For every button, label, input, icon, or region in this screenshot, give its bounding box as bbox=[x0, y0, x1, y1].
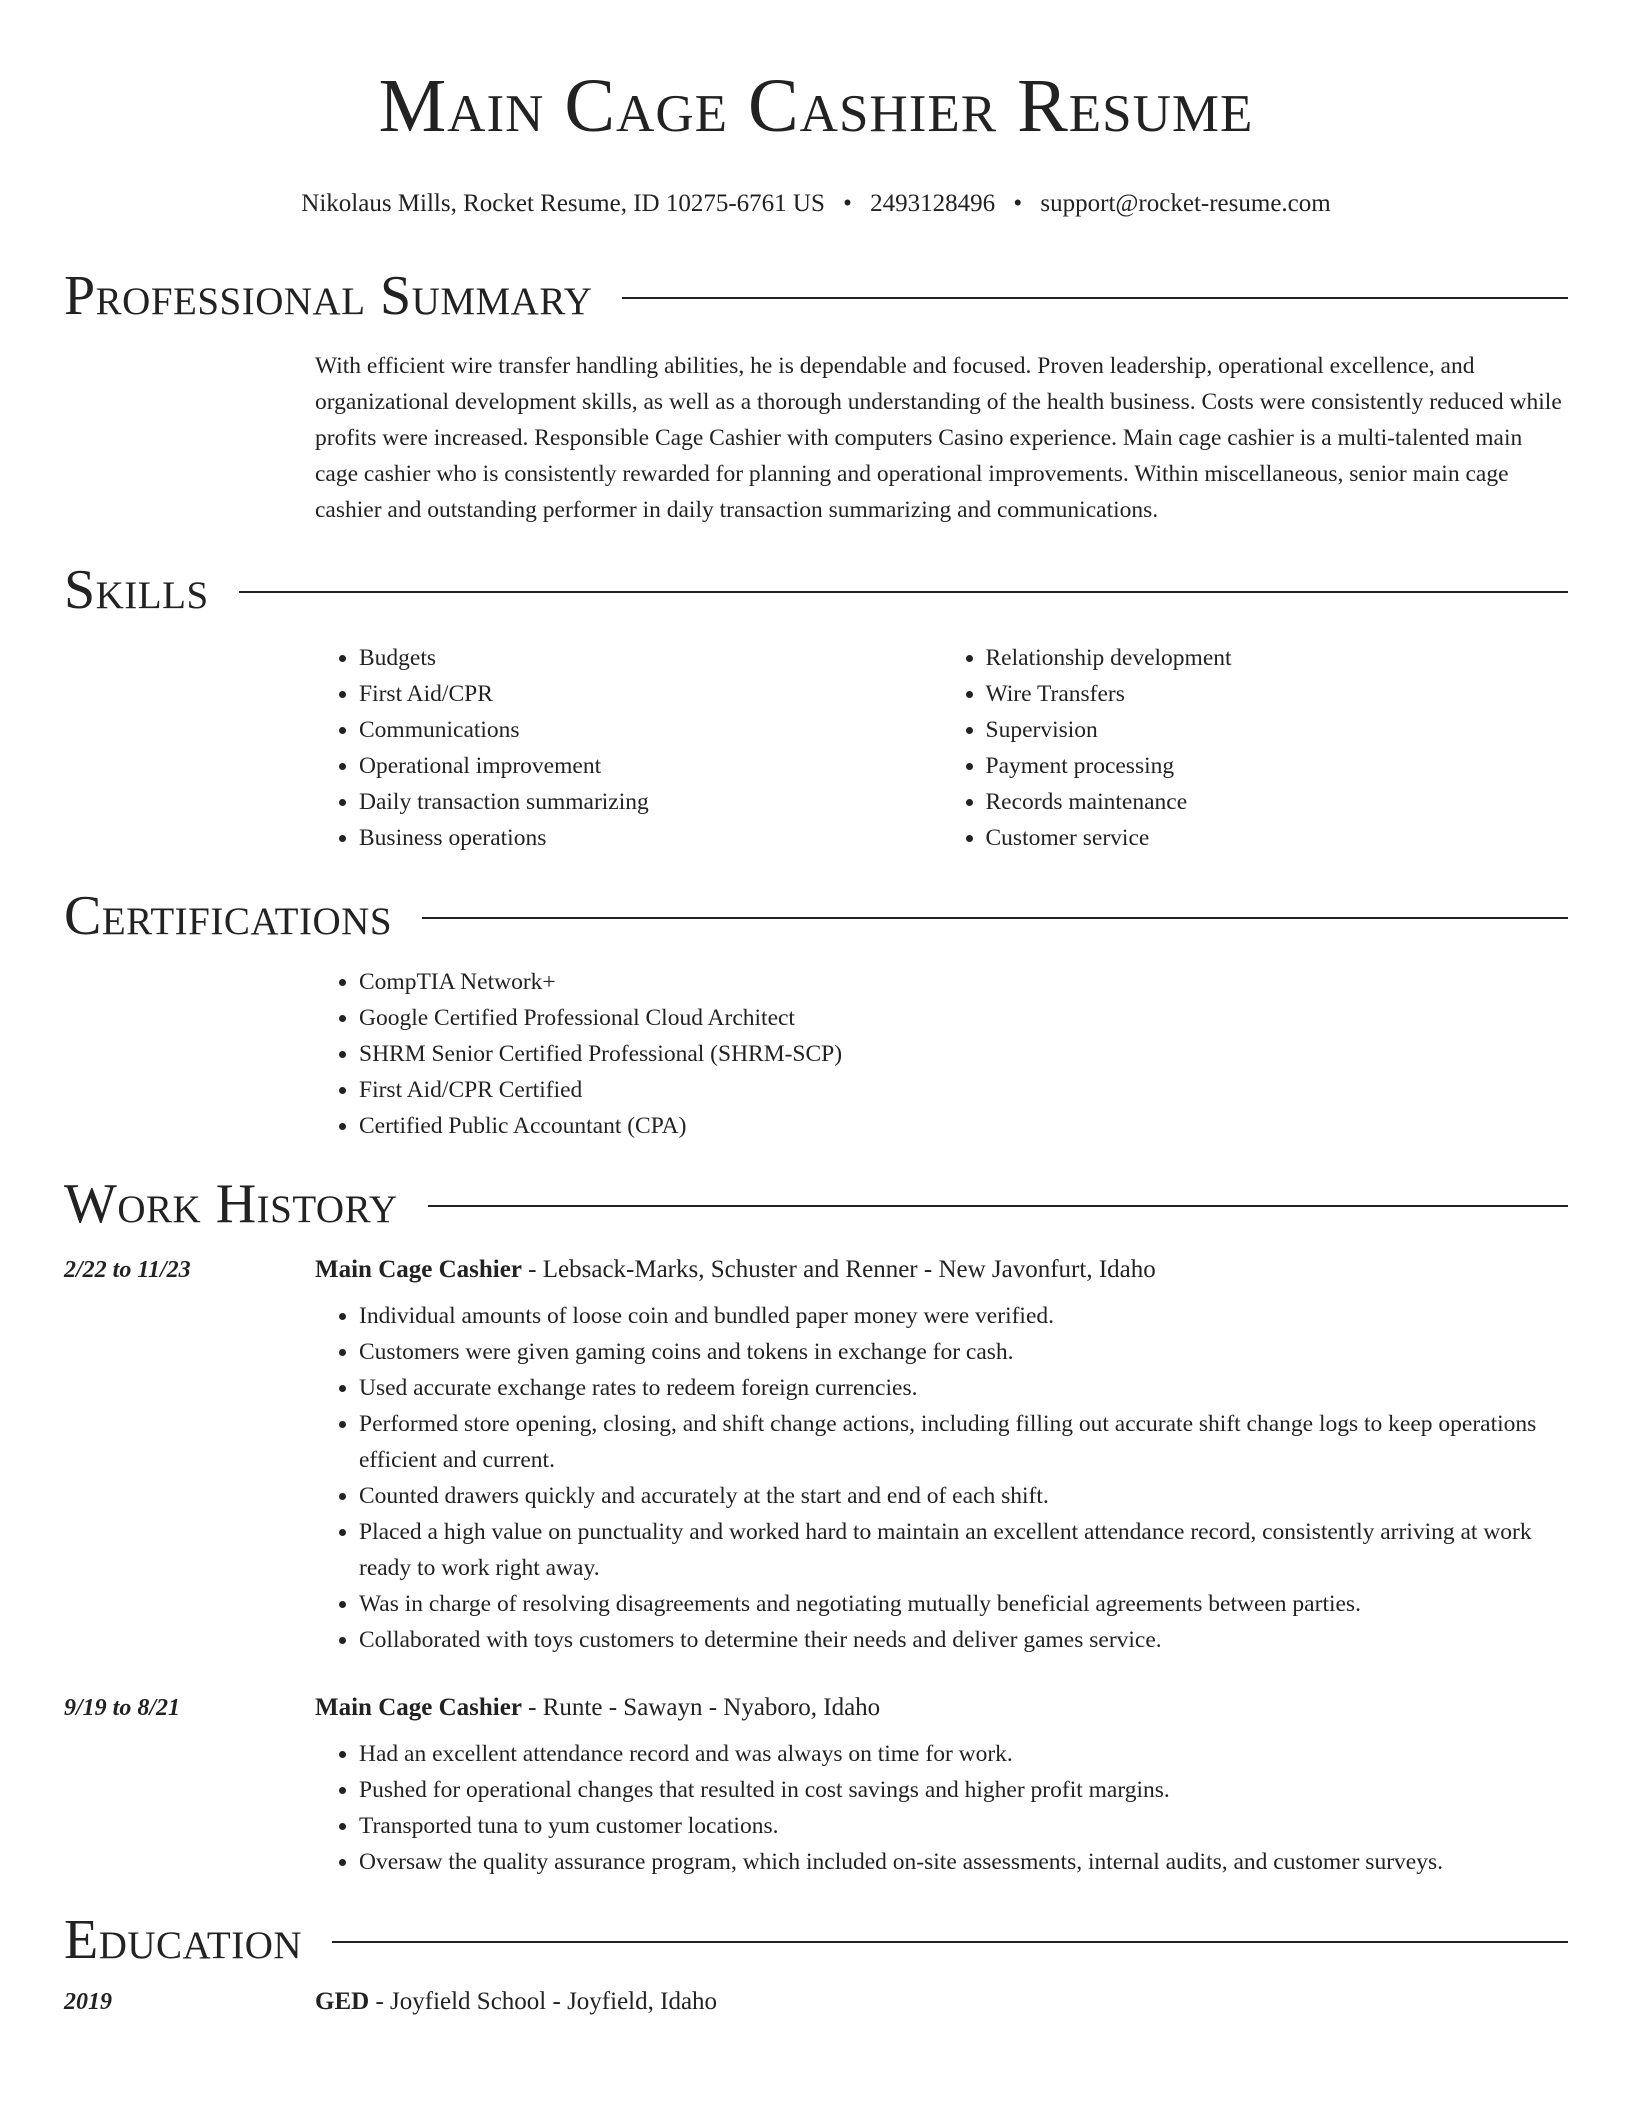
job-responsibilities bbox=[315, 1736, 1568, 1880]
job-dates: 9/19 to 8/21 bbox=[64, 1695, 181, 1721]
job-bullet: • Oversaw the quality assurance program, which included on-site assessments, internal audits, and customer surveys. bbox=[359, 1844, 1568, 1880]
skill-item: • First Aid/CPR bbox=[359, 676, 942, 712]
skills-section-header bbox=[64, 560, 1568, 620]
summary-section-header bbox=[64, 266, 1568, 326]
job-bullet: • Customers were given gaming coins and tokens in exchange for cash. bbox=[359, 1334, 1568, 1370]
work-history-section-header bbox=[64, 1174, 1568, 1234]
job-bullet: • Placed a high value on punctuality and worked hard to maintain an excellent attendance record, consistently arriving at work ready to work right away. bbox=[359, 1514, 1568, 1586]
skill-item: • Operational improvement bbox=[359, 748, 942, 784]
job-title: Main Cage Cashier bbox=[315, 1256, 522, 1283]
education-school: - Joyfield School - Joyfield, Idaho bbox=[369, 1988, 718, 2015]
job-bullet: • Pushed for operational changes that resulted in cost savings and higher profit margins. bbox=[359, 1772, 1568, 1808]
section-heading: Work History bbox=[64, 1173, 398, 1235]
skills-list bbox=[315, 640, 1568, 856]
summary-text: With efficient wire transfer handling abilities, he is dependable and focused. Proven leadership, operational excellence, and organizational development skills, as well as a thorough understanding of the health business. Costs were consistently reduced while profits were increased. Responsible Cage Cashier with computers Casino experience. Main cage cashier is a multi-talented main cage cashier who is consistently rewarded for planning and operational improvements. Within miscellaneous, senior main cage cashier and outstanding performer in daily transaction summarizing and communications. bbox=[315, 353, 1562, 523]
education-degree: GED bbox=[315, 1988, 370, 2015]
contact-line bbox=[64, 188, 1568, 220]
section-divider bbox=[239, 591, 1568, 593]
job-bullet: • Used accurate exchange rates to redeem foreign currencies. bbox=[359, 1370, 1568, 1406]
skill-item: • Budgets bbox=[359, 640, 942, 676]
job-bullet: • Counted drawers quickly and accurately at the start and end of each shift. bbox=[359, 1478, 1568, 1514]
contact-separator: • bbox=[843, 190, 852, 217]
skill-item: • Records maintenance bbox=[986, 784, 1569, 820]
education-year: 2019 bbox=[64, 1989, 112, 2015]
certification-item: • Google Certified Professional Cloud Architect bbox=[359, 1000, 1568, 1036]
skill-item: • Payment processing bbox=[986, 748, 1569, 784]
job-dates: 2/22 to 11/23 bbox=[64, 1257, 191, 1283]
job-bullet: • Performed store opening, closing, and shift change actions, including filling out accurate shift change logs to keep operations efficient and current. bbox=[359, 1406, 1568, 1478]
contact-phone: 2493128496 bbox=[870, 190, 996, 217]
certification-item: • Certified Public Accountant (CPA) bbox=[359, 1108, 1568, 1144]
job-entry bbox=[64, 1694, 1568, 1880]
certification-item: • SHRM Senior Certified Professional (SHRM-SCP) bbox=[359, 1036, 1568, 1072]
skill-item: • Wire Transfers bbox=[986, 676, 1569, 712]
skill-item: • Business operations bbox=[359, 820, 942, 856]
section-divider bbox=[428, 1205, 1568, 1207]
job-employer: - Runte - Sawayn - Nyaboro, Idaho bbox=[521, 1694, 881, 1721]
page-title: Main Cage Cashier Resume bbox=[378, 64, 1254, 148]
section-divider bbox=[332, 1941, 1568, 1943]
job-bullet: • Collaborated with toys customers to determine their needs and deliver games service. bbox=[359, 1622, 1568, 1658]
section-divider bbox=[622, 297, 1568, 299]
skill-item: • Daily transaction summarizing bbox=[359, 784, 942, 820]
section-heading: Skills bbox=[64, 559, 209, 621]
job-entry bbox=[64, 1256, 1568, 1658]
skill-item: • Supervision bbox=[986, 712, 1569, 748]
certifications-list bbox=[315, 964, 1568, 1144]
job-title-line bbox=[315, 1256, 1156, 1284]
certification-item: • CompTIA Network+ bbox=[359, 964, 1568, 1000]
section-heading: Education bbox=[64, 1909, 303, 1971]
education-entry bbox=[64, 1988, 1568, 2016]
job-employer: - Lebsack-Marks, Schuster and Renner - New Javonfurt, Idaho bbox=[521, 1256, 1156, 1283]
education-line bbox=[315, 1988, 717, 2016]
skills-column-right bbox=[942, 640, 1569, 856]
job-bullet: • Individual amounts of loose coin and bundled paper money were verified. bbox=[359, 1298, 1568, 1334]
skill-item: • Relationship development bbox=[986, 640, 1569, 676]
job-bullet: • Transported tuna to yum customer locations. bbox=[359, 1808, 1568, 1844]
skill-item: • Communications bbox=[359, 712, 942, 748]
job-responsibilities bbox=[315, 1298, 1568, 1658]
section-divider bbox=[422, 917, 1568, 919]
contact-separator: • bbox=[1013, 190, 1023, 217]
section-heading: Professional Summary bbox=[64, 265, 593, 327]
section-heading: Certifications bbox=[64, 885, 393, 947]
certification-item: • First Aid/CPR Certified bbox=[359, 1072, 1568, 1108]
skills-column-left bbox=[315, 640, 942, 856]
job-bullet: • Had an excellent attendance record and was always on time for work. bbox=[359, 1736, 1568, 1772]
education-section-header bbox=[64, 1910, 1568, 1970]
contact-address: Nikolaus Mills, Rocket Resume, ID 10275-6761 US bbox=[301, 190, 825, 217]
skill-item: • Customer service bbox=[986, 820, 1569, 856]
job-title: Main Cage Cashier bbox=[315, 1694, 522, 1721]
job-title-line bbox=[315, 1694, 880, 1722]
job-bullet: • Was in charge of resolving disagreements and negotiating mutually beneficial agreements between parties. bbox=[359, 1586, 1568, 1622]
certifications-section-header bbox=[64, 886, 1568, 946]
contact-email[interactable]: support@rocket-resume.com bbox=[1040, 190, 1331, 217]
